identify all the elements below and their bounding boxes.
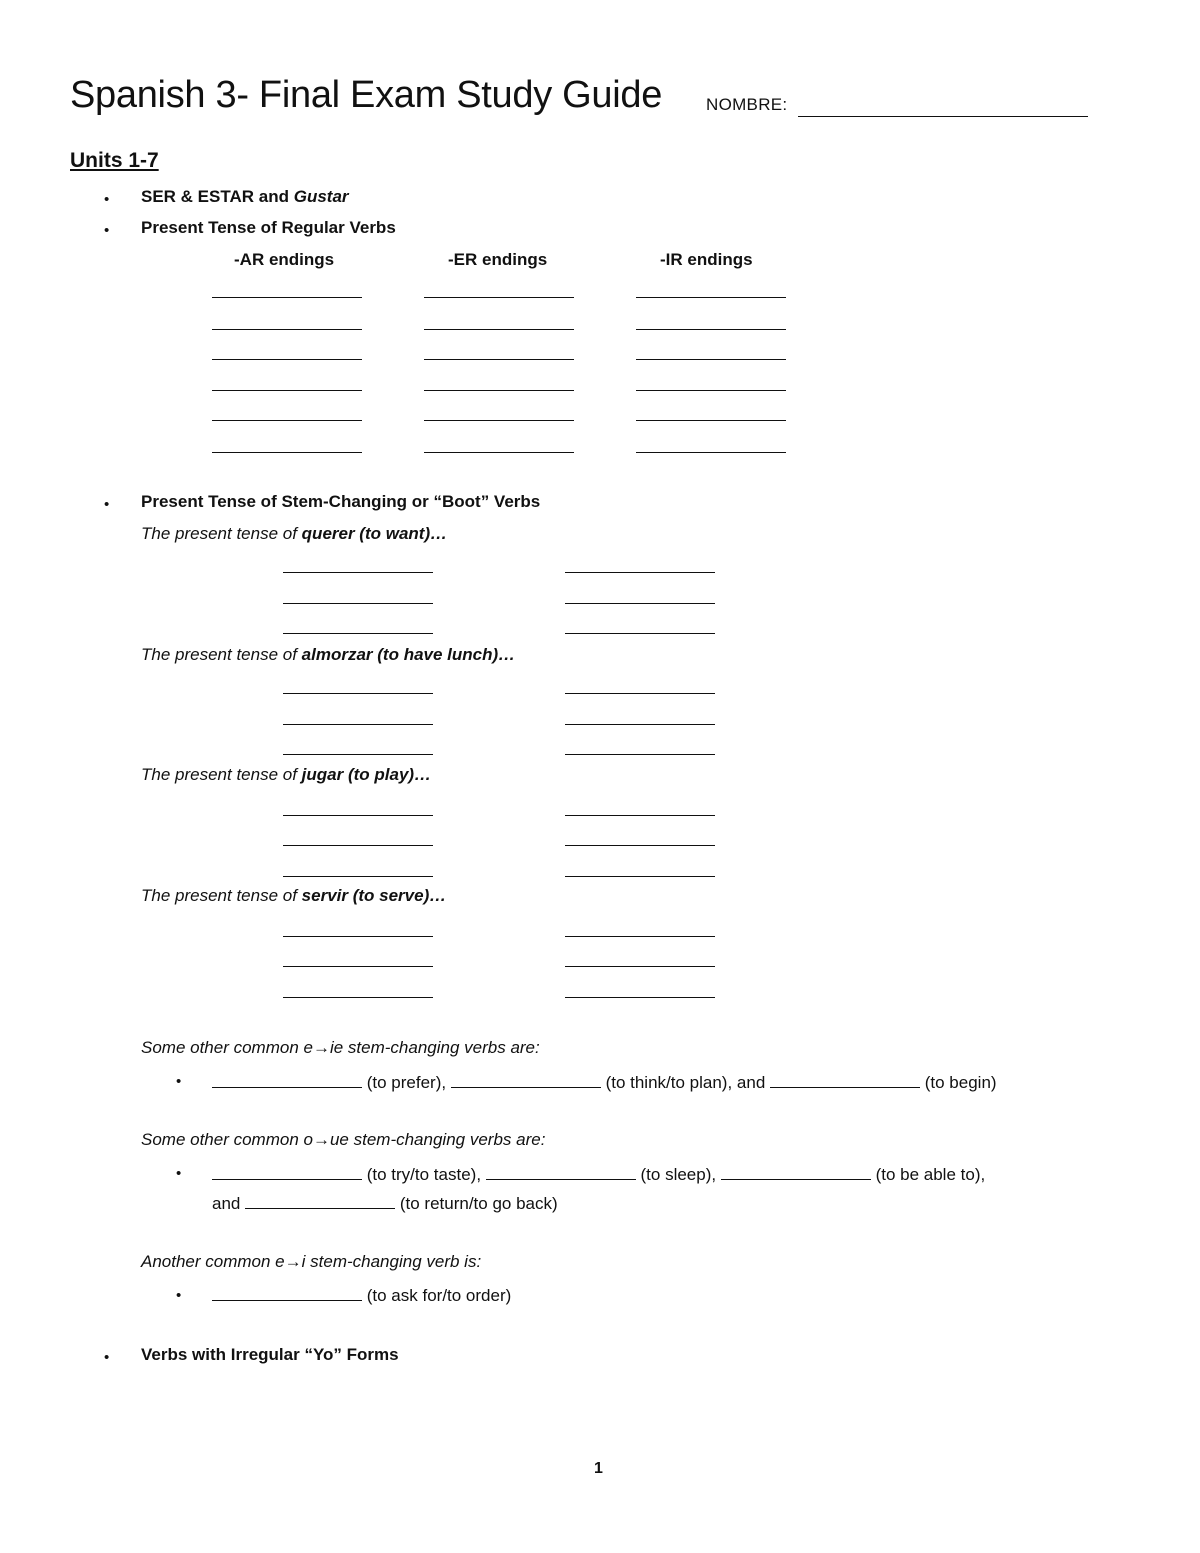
- bullet-ser-estar-text: SER & ESTAR and: [141, 187, 289, 206]
- bullet-icon: •: [104, 222, 110, 239]
- o-ue-intro-a: Some other common o: [141, 1130, 313, 1149]
- e-i-item-ask: (to ask for/to order): [366, 1286, 512, 1305]
- almorzar-blank[interactable]: [565, 724, 715, 725]
- querer-blank[interactable]: [565, 572, 715, 573]
- o-ue-item-able: (to be able to),: [875, 1165, 986, 1184]
- ar-blank[interactable]: [212, 359, 362, 360]
- almorzar-blank[interactable]: [283, 724, 433, 725]
- verb-servir: servir (to serve)…: [301, 886, 447, 905]
- jugar-blank[interactable]: [283, 815, 433, 816]
- er-blank[interactable]: [424, 329, 574, 330]
- e-i-items: [212, 1283, 511, 1306]
- ir-blank[interactable]: [636, 359, 786, 360]
- servir-blank[interactable]: [565, 997, 715, 998]
- arrow-right-icon: →: [312, 1038, 330, 1057]
- e-ie-item-think: (to think/to plan), and: [605, 1073, 766, 1092]
- e-ie-intro-b: ie stem-changing verbs are:: [329, 1038, 540, 1057]
- ir-blank[interactable]: [636, 390, 786, 391]
- jugar-blank[interactable]: [565, 876, 715, 877]
- bullet-ser-estar: [141, 187, 349, 207]
- bullet-irregular-yo: Verbs with Irregular “Yo” Forms: [141, 1345, 399, 1364]
- prefer-blank[interactable]: [212, 1070, 362, 1088]
- ar-blank[interactable]: [212, 420, 362, 421]
- o-ue-intro-b: ue stem-changing verbs are:: [329, 1130, 546, 1149]
- bullet-icon: •: [104, 1349, 110, 1366]
- jugar-blank[interactable]: [565, 815, 715, 816]
- ir-blank[interactable]: [636, 329, 786, 330]
- jugar-blank[interactable]: [565, 845, 715, 846]
- er-blank[interactable]: [424, 420, 574, 421]
- querer-blank[interactable]: [283, 572, 433, 573]
- er-blank[interactable]: [424, 452, 574, 453]
- querer-blank[interactable]: [565, 603, 715, 604]
- o-ue-item-sleep: (to sleep),: [640, 1165, 717, 1184]
- o-ue-item-try: (to try/to taste),: [366, 1165, 482, 1184]
- try-blank[interactable]: [212, 1162, 362, 1180]
- servir-blank[interactable]: [283, 966, 433, 967]
- o-ue-items-line2: [212, 1191, 558, 1214]
- page-number: 1: [594, 1460, 603, 1477]
- verb-intro-prefix: The present tense of: [141, 645, 297, 664]
- almorzar-blank[interactable]: [565, 693, 715, 694]
- bullet-regular-verbs: Present Tense of Regular Verbs: [141, 218, 396, 237]
- begin-blank[interactable]: [770, 1070, 920, 1088]
- verb-intro-prefix: The present tense of: [141, 524, 297, 543]
- verb-jugar: jugar (to play)…: [301, 765, 432, 784]
- e-ie-intro-a: Some other common e: [141, 1038, 313, 1057]
- e-i-intro: [141, 1252, 481, 1272]
- arrow-right-icon: →: [312, 1130, 330, 1149]
- querer-blank[interactable]: [283, 603, 433, 604]
- o-ue-and: and: [212, 1194, 241, 1213]
- almorzar-blank[interactable]: [283, 693, 433, 694]
- name-label: NOMBRE:: [706, 95, 788, 114]
- ir-blank[interactable]: [636, 297, 786, 298]
- er-blank[interactable]: [424, 359, 574, 360]
- column-header-er: -ER endings: [448, 250, 548, 269]
- o-ue-items-line1: [212, 1162, 985, 1185]
- verb-intro-almorzar: [141, 645, 515, 665]
- verb-querer: querer (to want)…: [301, 524, 448, 543]
- e-ie-item-begin: (to begin): [924, 1073, 997, 1092]
- verb-intro-querer: [141, 524, 447, 544]
- ask-blank[interactable]: [212, 1283, 362, 1301]
- return-blank[interactable]: [245, 1191, 395, 1209]
- ar-blank[interactable]: [212, 329, 362, 330]
- o-ue-item-return: (to return/to go back): [399, 1194, 558, 1213]
- servir-blank[interactable]: [283, 997, 433, 998]
- sleep-blank[interactable]: [486, 1162, 636, 1180]
- verb-intro-prefix: The present tense of: [141, 765, 297, 784]
- verb-intro-jugar: [141, 765, 431, 785]
- column-header-ar: -AR endings: [234, 250, 335, 269]
- bullet-ser-estar-italic: Gustar: [293, 187, 349, 206]
- e-i-intro-a: Another common e: [141, 1252, 285, 1271]
- e-i-intro-b: i stem-changing verb is:: [301, 1252, 482, 1271]
- think-blank[interactable]: [451, 1070, 601, 1088]
- column-header-ir: -IR endings: [660, 250, 753, 269]
- servir-blank[interactable]: [283, 936, 433, 937]
- er-blank[interactable]: [424, 390, 574, 391]
- almorzar-blank[interactable]: [565, 754, 715, 755]
- bullet-icon: •: [104, 191, 110, 208]
- jugar-blank[interactable]: [283, 845, 433, 846]
- name-blank[interactable]: [798, 116, 1088, 117]
- page-title: Spanish 3- Final Exam Study Guide: [70, 74, 663, 116]
- section-heading: Units 1-7: [70, 149, 159, 172]
- querer-blank[interactable]: [565, 633, 715, 634]
- e-ie-intro: [141, 1038, 540, 1058]
- verb-almorzar: almorzar (to have lunch)…: [301, 645, 516, 664]
- e-ie-items: [212, 1070, 997, 1093]
- querer-blank[interactable]: [283, 633, 433, 634]
- bullet-stem-changing: Present Tense of Stem-Changing or “Boot” Verbs: [141, 492, 541, 511]
- almorzar-blank[interactable]: [283, 754, 433, 755]
- ar-blank[interactable]: [212, 452, 362, 453]
- servir-blank[interactable]: [565, 966, 715, 967]
- er-blank[interactable]: [424, 297, 574, 298]
- able-blank[interactable]: [721, 1162, 871, 1180]
- o-ue-intro: [141, 1130, 545, 1150]
- verb-intro-prefix: The present tense of: [141, 886, 297, 905]
- bullet-icon: •: [104, 496, 110, 513]
- bullet-icon: •: [176, 1165, 182, 1182]
- arrow-right-icon: →: [284, 1252, 302, 1271]
- e-ie-item-prefer: (to prefer),: [366, 1073, 447, 1092]
- bullet-icon: •: [176, 1073, 182, 1090]
- servir-blank[interactable]: [565, 936, 715, 937]
- ar-blank[interactable]: [212, 297, 362, 298]
- verb-intro-servir: [141, 886, 446, 906]
- bullet-icon: •: [176, 1287, 182, 1304]
- ir-blank[interactable]: [636, 452, 786, 453]
- jugar-blank[interactable]: [283, 876, 433, 877]
- ir-blank[interactable]: [636, 420, 786, 421]
- ar-blank[interactable]: [212, 390, 362, 391]
